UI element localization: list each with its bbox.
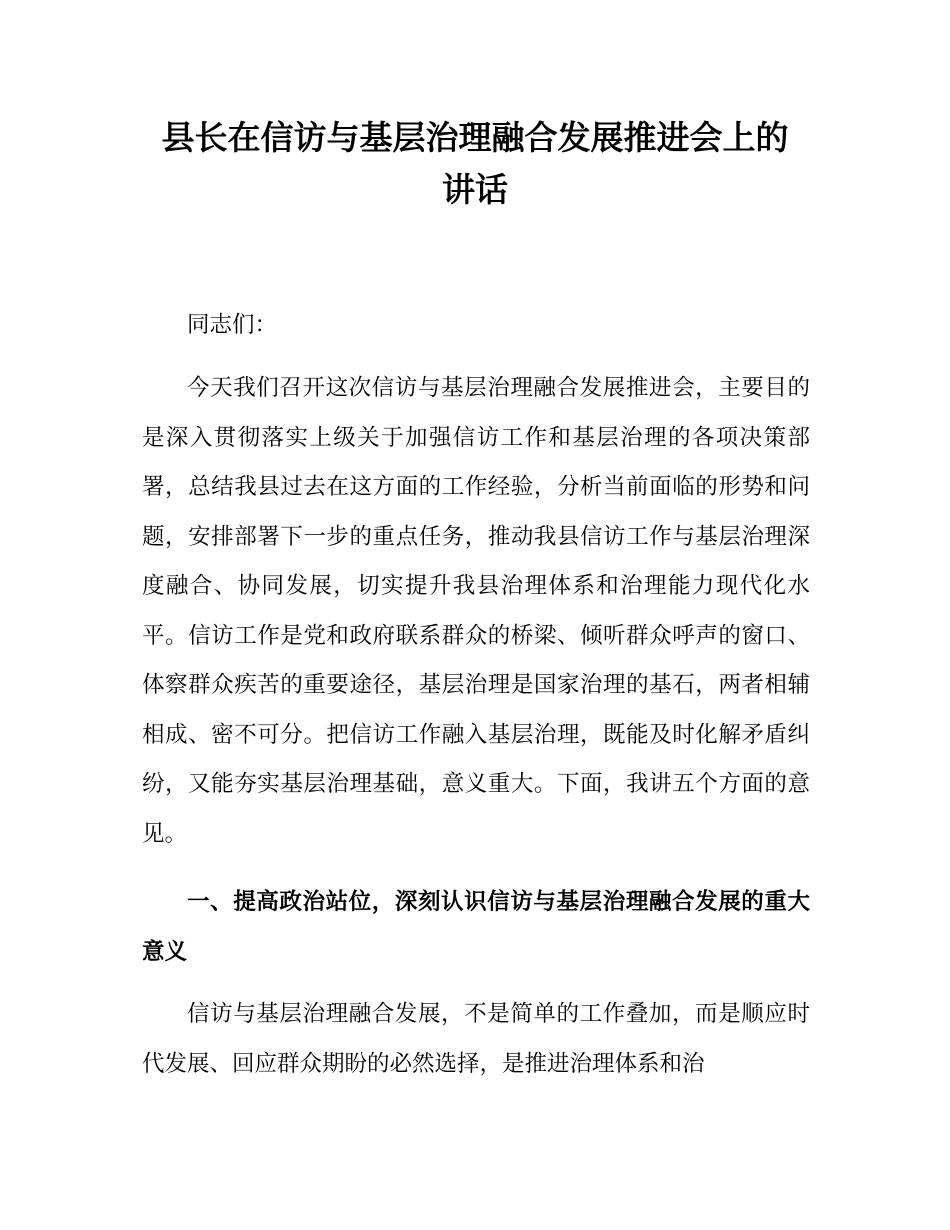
document-title-line-2: 讲话 [442,170,508,209]
opening-paragraph: 今天我们召开这次信访与基层治理融合发展推进会，主要目的是深入贯彻落实上级关于加强信访工作和基层治理的各项决策部署，总结我县过去在这方面的工作经验，分析当前面临的形势和问题，安排部署下一步的重点任务，推动我县信访工作与基层治理深度融合、协同发展，切实提升我县治理体系和治理能力现代化水平。信访工作是党和政府联系群众的桥梁、倾听群众呼声的窗口、体察群众疾苦的重要途径，基层治理是国家治理的基石，两者相辅相成、密不可分。把信访工作融入基层治理，既能及时化解矛盾纠纷，又能夯实基层治理基础，意义重大。下面，我讲五个方面的意见。 [142,375,810,847]
document-title-line-1: 县长在信访与基层治理融合发展推进会上的 [161,118,789,157]
greeting: 同志们： [187,312,278,338]
section-heading-1: 一、提高政治站位，深刻认识信访与基层治理融合发展的重大意义 [142,889,810,965]
document-title [120,112,830,216]
section-1-paragraph: 信访与基层治理融合发展，不是简单的工作叠加，而是顺应时代发展、回应群众期盼的必然选择，是推进治理体系和治 [142,1001,810,1077]
